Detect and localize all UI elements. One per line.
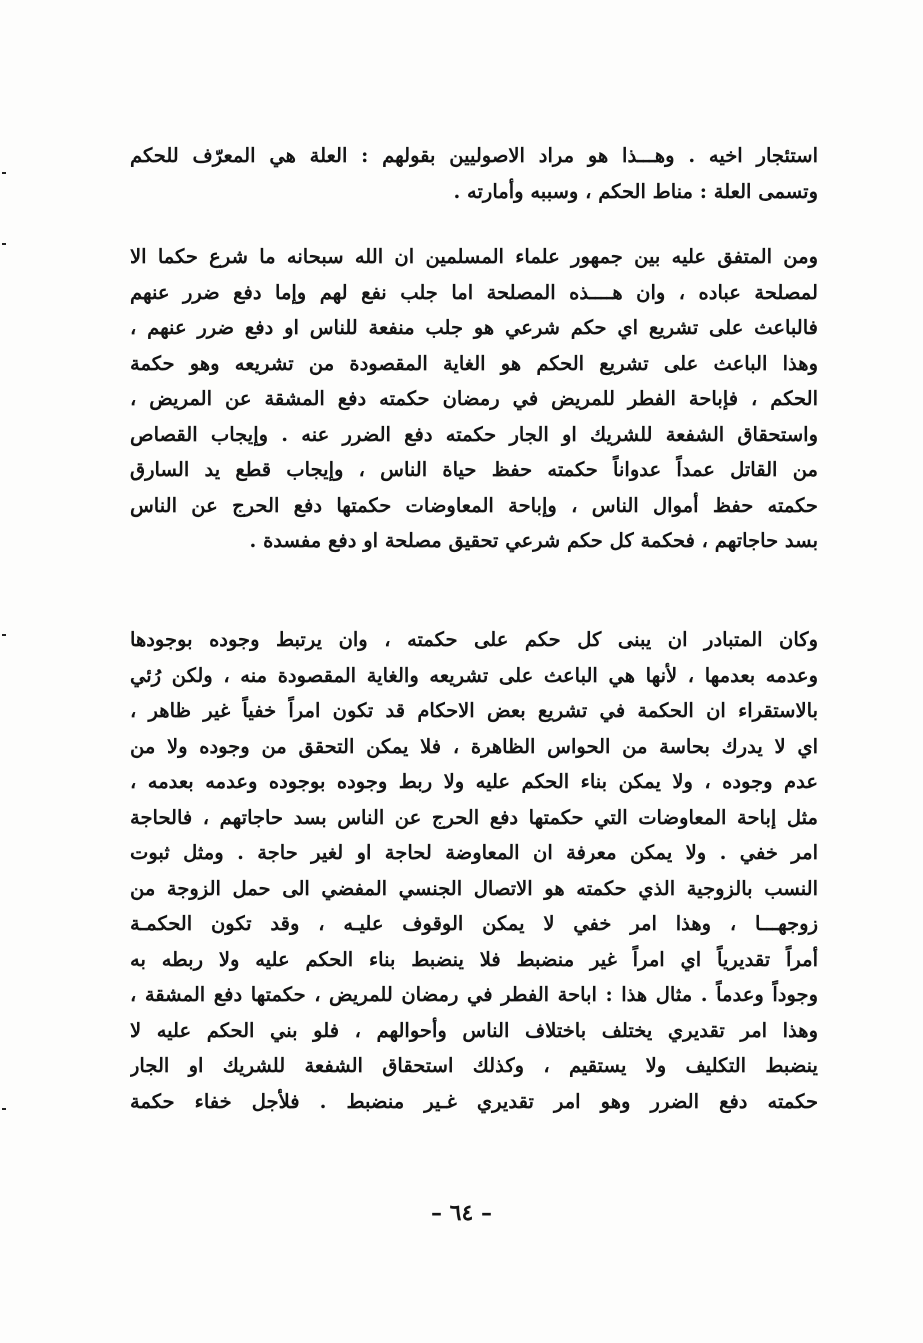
text-line: وتسمى العلة : مناط الحكم ، وسببه وأمارته .	[453, 179, 818, 203]
text-line: ومن المتفق عليه بين جمهور علماء المسلمين ان الله سبحانه ما شرع حكما الا	[130, 245, 818, 268]
page-number: – ٦٤ –	[431, 1200, 492, 1226]
text-line: الحكم ، فإباحة الفطر للمريض في رمضان حكمته دفع المشقة عن المريض ،	[130, 387, 818, 410]
text-line: حكمته حفظ أموال الناس ، وإباحة المعاوضات حكمتها دفع الحرج عن الناس	[130, 493, 818, 517]
text-line: أمراً تقديرياً اي امراً غير منضبط فلا ينضبط بناء الحكم عليه ولا ربطه به	[130, 947, 818, 971]
text-line: عدم وجوده ، ولا يمكن بناء الحكم عليه ولا ربط وجوده بوجوده وعدمه بعدمه ،	[130, 770, 818, 793]
text-line: امر خفي . ولا يمكن معرفة ان المعاوضة لحاجة او لغير حاجة . ومثل ثبوت	[130, 841, 818, 864]
text-line: ينضبط التكليف ولا يستقيم ، وكذلك استحقاق الشفعة للشريك او الجار	[130, 1054, 818, 1077]
text-line: لمصلحة عباده ، وان هــــذه المصلحة اما جلب نفع لهم وإما دفع ضرر عنهم	[130, 280, 818, 304]
paragraph-1	[130, 138, 818, 209]
text-line: استئجار اخيه . وهـــذا هو مراد الاصوليين بقولهم : العلة هي المعرّف للحكم	[130, 144, 818, 167]
scan-edge-mark	[2, 172, 6, 174]
text-line: حكمته دفع الضرر وهو امر تقديري غـير منضبط . فلأجل خفاء حكمة	[130, 1089, 818, 1113]
text-line: بسد حاجاتهم ، فحكمة كل حكم شرعي تحقيق مصلحة او دفع مفسدة .	[249, 529, 818, 552]
text-line: النسب بالزوجية الذي حكمته هو الاتصال الجنسي المفضي الى حمل الزوجة من	[130, 876, 818, 900]
text-line: وهذا الباعث على تشريع الحكم هو الغاية المقصودة من تشريعه وهو حكمة	[130, 351, 818, 375]
scan-edge-mark	[2, 634, 6, 636]
paragraph-2	[130, 239, 818, 559]
text-line: واستحقاق الشفعة للشريك او الجار حكمته دفع الضرر عنه . وإيجاب القصاص	[130, 422, 818, 446]
text-line: وجوداً وعدماً . مثال هذا : اباحة الفطر في رمضان للمريض ، حكمتها دفع المشقة ،	[130, 983, 818, 1006]
text-line: بالاستقراء ان الحكمة في تشريع بعض الاحكام قد تكون امراً خفياً غير ظاهر ،	[130, 699, 818, 722]
scan-edge-mark	[2, 243, 6, 245]
paragraph-3	[130, 622, 818, 1119]
text-line: وعدمه بعدمها ، لأنها هي الباعث على تشريعه والغاية المقصودة منه ، ولكن رُئي	[130, 663, 818, 687]
text-line: اي لا يدرك بحاسة من الحواس الظاهرة ، فلا يمكن التحقق من وجوده ولا من	[130, 734, 818, 758]
text-line: وكان المتبادر ان يبنى كل حكم على حكمته ، وان يرتبط وجوده بوجودها	[130, 628, 818, 651]
text-line: مثل إباحة المعاوضات التي حكمتها دفع الحرج عن الناس بسد حاجاتهم ، فالحاجة	[130, 805, 818, 829]
scan-edge-mark	[2, 1108, 6, 1110]
text-line: وهذا امر تقديري يختلف باختلاف الناس وأحوالهم ، فلو بني الحكم عليه لا	[130, 1018, 818, 1042]
text-line: من القاتل عمداً عدواناً حكمته حفظ حياة الناس ، وإيجاب قطع يد السارق	[130, 458, 818, 481]
text-line: زوجهـــا ، وهذا امر خفي لا يمكن الوقوف عليـه ، وقد تكون الحكمـة	[130, 912, 818, 935]
text-line: فالباعث على تشريع اي حكم شرعي هو جلب منفعة للناس او دفع ضرر عنهم ،	[130, 316, 818, 339]
